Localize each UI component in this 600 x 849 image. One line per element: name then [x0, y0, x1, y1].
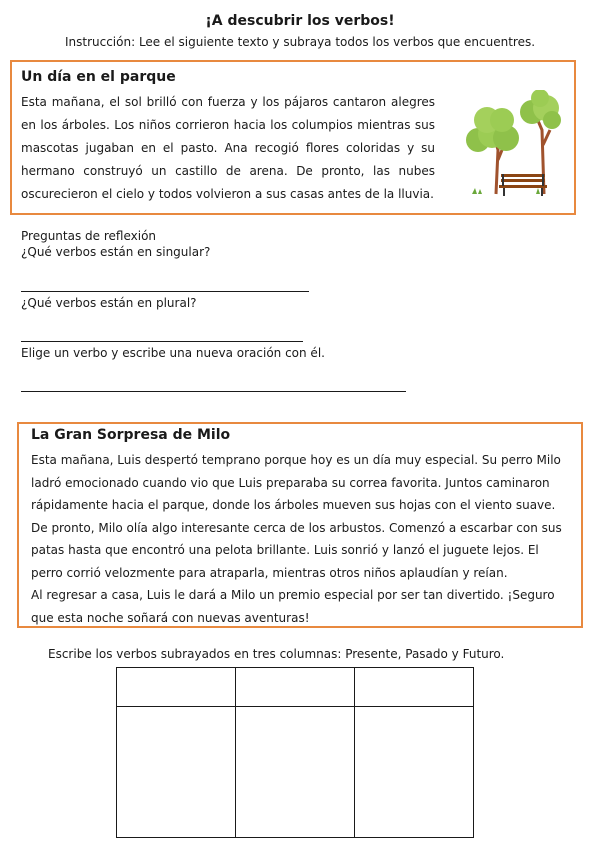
verb-table [116, 667, 474, 838]
answer-line-plural[interactable] [21, 341, 303, 342]
table-cell[interactable] [236, 707, 355, 838]
table-header-cell[interactable] [236, 668, 355, 707]
question-singular: ¿Qué verbos están en singular? [21, 245, 211, 259]
answer-line-singular[interactable] [21, 291, 309, 292]
table-cell[interactable] [355, 707, 474, 838]
story2-box [17, 422, 583, 628]
story2-text [31, 449, 571, 629]
page-title: ¡A descubrir los verbos! [205, 13, 395, 29]
story2-paragraph: Al regresar a casa, Luis le dará a Milo un premio especial por ser tan divertido. ¡Seguro que esta noche soñará con nuevas aventuras! [31, 588, 555, 625]
story2-title: La Gran Sorpresa de Milo [31, 427, 231, 443]
table-caption: Escribe los verbos subrayados en tres columnas: Presente, Pasado y Futuro. [48, 647, 505, 661]
story2-paragraph: De pronto, Milo olía algo interesante cerca de los arbustos. Comenzó a escarbar con sus patas hasta que encontró una pelota brillante. Luis sonrió y lanzó el juguete lejos. El perro corrió velozmente para atraparla, mientras otros niños aplaudían y reían. [31, 520, 562, 580]
table-header-cell[interactable] [355, 668, 474, 707]
park-trees-bench-illustration [452, 90, 562, 198]
reflection-heading: Preguntas de reflexión [21, 229, 157, 243]
story1-title: Un día en el parque [21, 69, 176, 85]
question-plural: ¿Qué verbos están en plural? [21, 296, 197, 310]
story2-paragraph: Esta mañana, Luis despertó temprano porque hoy es un día muy especial. Su perro Milo ladró emocionado cuando vio que Luis preparaba su correa favorita. Juntos caminaron rápidamente hacia el parque, donde los árboles mueven sus hojas con el viento suave. [31, 453, 561, 512]
table-cell[interactable] [117, 707, 236, 838]
instruction-text: Instrucción: Lee el siguiente texto y subraya todos los verbos que encuentres. [64, 35, 536, 49]
table-header-cell[interactable] [117, 668, 236, 707]
question-new-sentence: Elige un verbo y escribe una nueva oración con él. [21, 346, 325, 360]
story1-text: Esta mañana, el sol brilló con fuerza y los pájaros cantaron alegres en los árboles. Los niños corrieron hacia los columpios mientras sus mascotas jugaban en el pasto. Ana recogió flores coloridas y su hermano construyó un castillo de arena. De pronto, las nubes oscurecieron el cielo y todos volvieron a sus casas antes de la lluvia. [21, 95, 435, 201]
answer-line-sentence[interactable] [21, 391, 406, 392]
story1-box [10, 60, 576, 215]
